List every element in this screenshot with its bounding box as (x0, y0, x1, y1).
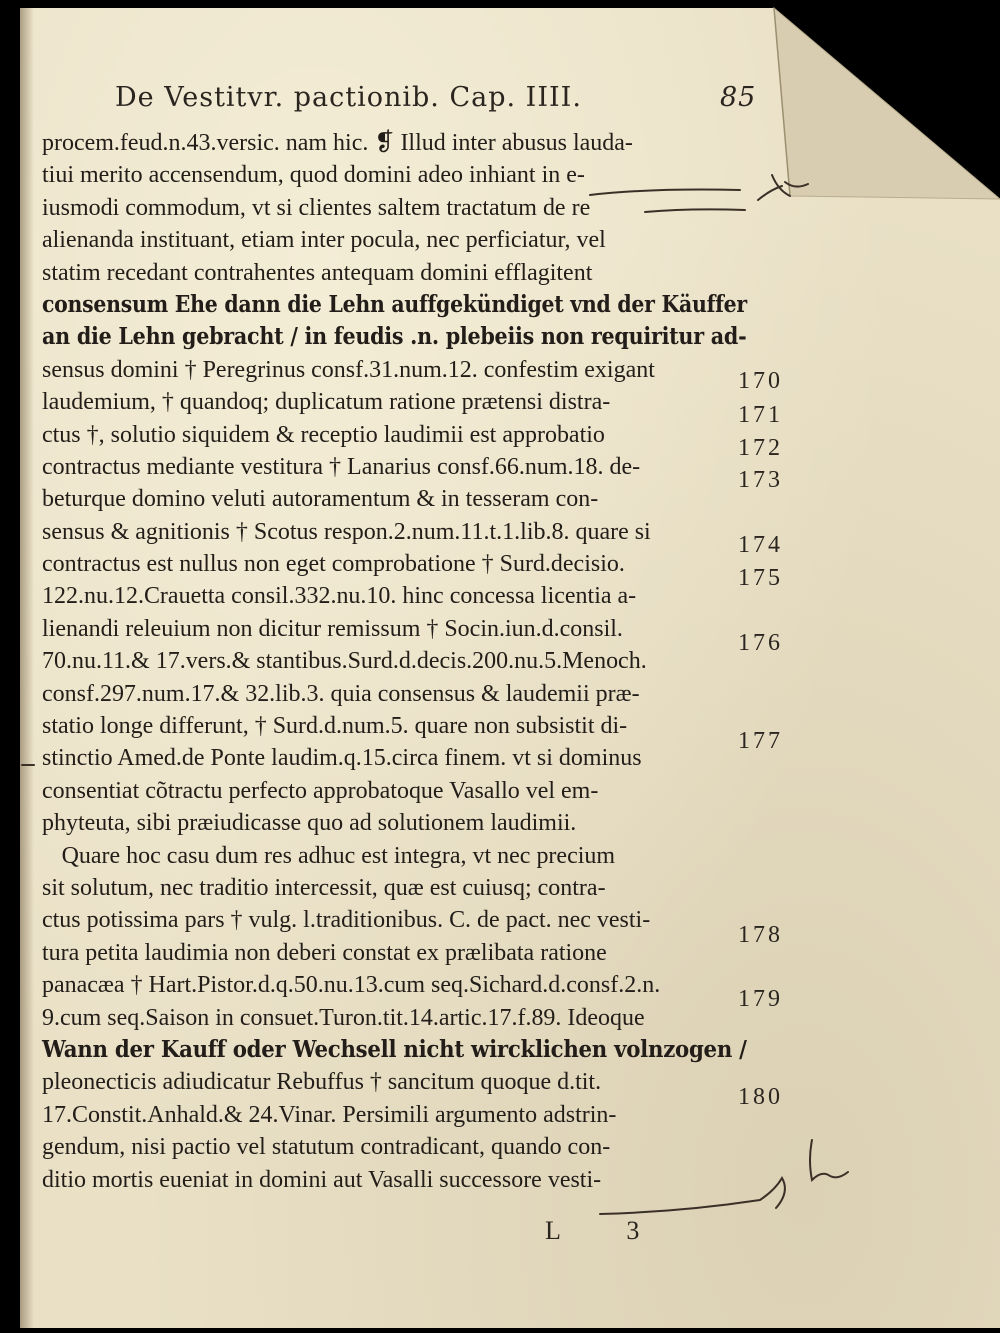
text-line-1: procem.feud.n.43.versic. nam hic. ❡ Illud inter abusus lauda- (42, 129, 633, 156)
text-line-21: consentiat cõtractu perfecto approbatoque Vasallo vel em- (42, 776, 599, 804)
margin-number-180: 180 (738, 1084, 783, 1110)
text-line-4: alienanda instituant, etiam inter pocula, nec perficiatur, vel (42, 226, 606, 254)
text-line-12: beturque domino veluti autoramentum & in tesseram con- (42, 485, 599, 513)
text-line-19: statio longe differunt, † Surd.d.num.5. quare non subsistit di- (42, 712, 628, 740)
binding-gutter (20, 8, 34, 1328)
text-line-26: tura petita laudimia non deberi constat ex prælibata ratione (42, 938, 607, 966)
text-line-24: sit solutum, nec traditio intercessit, quæ est cuiusq; contra- (42, 873, 606, 901)
margin-number-179: 179 (738, 986, 783, 1012)
margin-number-172: 172 (738, 435, 783, 461)
text-line-18: consf.297.num.17.& 32.lib.3. quia consensus & laudemii præ- (42, 679, 640, 707)
text-line-23: Quare hoc casu dum res adhuc est integra, vt nec precium (61, 841, 616, 869)
text-line-10: ctus †, solutio siquidem & receptio laudimii est approbatio (42, 420, 605, 448)
text-line-17: 70.nu.11.& 17.vers.& stantibus.Surd.d.decis.200.nu.5.Menoch. (42, 647, 647, 675)
text-line-25: ctus potissima pars † vulg. l.traditionibus. C. de pact. nec vesti- (42, 906, 651, 934)
text-line-30: pleonecticis adiudicatur Rebuffus † sancitum quoque d.tit. (42, 1068, 602, 1096)
text-line-14: contractus est nullus non eget comprobatione † Surd.decisio. (42, 550, 625, 578)
running-header (115, 82, 775, 113)
text-line-22: phyteuta, sibi præiudicasse quo ad solutionem laudimii. (42, 809, 577, 837)
text-line-7: an die Lehn gebracht / in feudis .n. plebeiis non requiritur ad- (42, 323, 747, 351)
text-line-13: sensus & agnitionis † Scotus respon.2.num.11.t.1.lib.8. quare si (42, 517, 651, 545)
margin-number-178: 178 (738, 922, 783, 948)
margin-number-175: 175 (738, 565, 783, 591)
text-line-8: sensus domini † Peregrinus consf.31.num.12. confestim exigant (42, 355, 655, 383)
text-line-11: contractus mediante vestitura † Lanarius consf.66.num.18. de- (42, 452, 641, 480)
text-line-20: stinctio Amed.de Ponte laudim.q.15.circa finem. vt si dominus (42, 744, 642, 772)
text-line-2: tiui merito accensendum, quod domini adeo inhiant in e- (42, 161, 585, 189)
text-line-5: statim recedant contrahentes antequam domini efflagitent (42, 258, 593, 286)
text-line-31: 17.Constit.Anhald.& 24.Vinar. Persimili argumento adstrin- (42, 1100, 617, 1128)
margin-number-171: 171 (738, 402, 783, 428)
text-line-16: lienandi releuium non dicitur remissum † Socin.iun.d.consil. (42, 614, 623, 642)
text-line-33: ditio mortis eueniat in domini aut Vasalli successore vesti- (42, 1165, 602, 1193)
text-line-28: 9.cum seq.Saison in consuet.Turon.tit.14.artic.17.f.89. Ideoque (42, 1003, 645, 1031)
text-line-29: Wann der Kauff oder Wechsell nicht wircklichen volnzogen / (42, 1035, 747, 1063)
text-line-3: iusmodi commodum, vt si clientes saltem tractatum de re (42, 193, 591, 221)
margin-number-174: 174 (738, 532, 783, 558)
text-line-6: consensum Ehe dann die Lehn auffgekündiget vnd der Käuffer (42, 290, 747, 318)
body-text (42, 127, 762, 1196)
margin-number-177: 177 (738, 728, 783, 754)
signature-mark: L 3 (545, 1216, 670, 1245)
text-line-32: gendum, nisi pactio vel statutum contradicant, quando con- (42, 1133, 611, 1161)
margin-number-173: 173 (738, 467, 783, 493)
margin-number-176: 176 (738, 630, 783, 656)
folio-number: 85 (720, 82, 757, 113)
margin-number-170: 170 (738, 368, 783, 394)
text-line-15: 122.nu.12.Crauetta consil.332.nu.10. hinc concessa licentia a- (42, 582, 637, 610)
running-title: De Vestitvr. pactionib. Cap. IIII. (115, 82, 582, 113)
text-line-9: laudemium, † quandoq; duplicatum ratione prætensi distra- (42, 388, 611, 416)
text-line-27: panacæa † Hart.Pistor.d.q.50.nu.13.cum seq.Sichard.d.consf.2.n. (42, 971, 661, 999)
